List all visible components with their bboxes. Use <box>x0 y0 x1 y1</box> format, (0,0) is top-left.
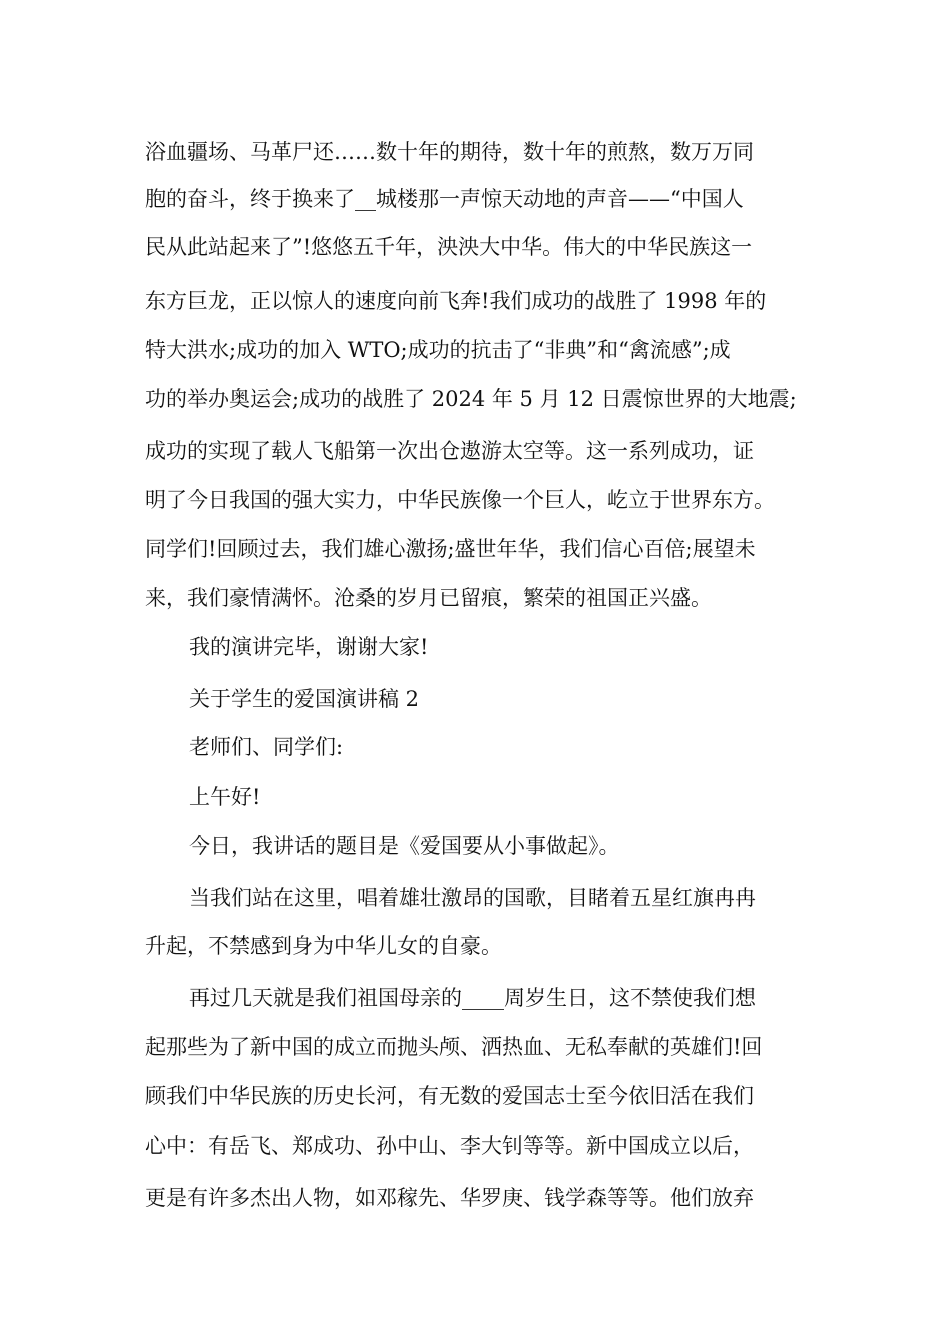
text-line: 我的演讲完毕，谢谢大家! <box>189 635 429 659</box>
text-line: 当我们站在这里，唱着雄壮激昂的国歌，目睹着五星红旗冉冉 <box>189 886 756 910</box>
text-line: 升起，不禁感到身为中华儿女的自豪。 <box>145 934 502 958</box>
text-line: 心中：有岳飞、郑成功、孙中山、李大钊等等。新中国成立以后， <box>145 1134 754 1158</box>
text-line: 成功的实现了载人飞船第一次出仓遨游太空等。这一系列成功，证 <box>145 439 754 463</box>
text-line: 同学们!回顾过去，我们雄心激扬;盛世年华，我们信心百倍;展望未 <box>145 537 756 561</box>
text-line: 再过几天就是我们祖国母亲的____周岁生日，这不禁使我们想 <box>189 986 756 1010</box>
text-line: 浴血疆场、马革尸还……数十年的期待，数十年的煎熬，数万万同 <box>145 140 754 164</box>
text-line: 明了今日我国的强大实力，中华民族像一个巨人，屹立于世界东方。 <box>145 488 775 512</box>
text-line: 民从此站起来了”!悠悠五千年，泱泱大中华。伟大的中华民族这一 <box>145 235 753 259</box>
text-line: 今日，我讲话的题目是《爱国要从小事做起》。 <box>189 834 620 858</box>
text-line: 胞的奋斗，终于换来了__城楼那一声惊天动地的声音——“中国人 <box>145 187 744 211</box>
greeting: 上午好! <box>189 785 261 809</box>
text-line: 东方巨龙，正以惊人的速度向前飞奔!我们成功的战胜了 1998 年的 <box>145 289 767 313</box>
text-line: 顾我们中华民族的历史长河，有无数的爱国志士至今依旧活在我们 <box>145 1084 754 1108</box>
text-line: 特大洪水;成功的加入 WTO;成功的抗击了“非典”和“禽流感”;成 <box>145 338 731 362</box>
salutation: 老师们、同学们: <box>189 735 344 759</box>
text-line: 来，我们豪情满怀。沧桑的岁月已留痕，繁荣的祖国正兴盛。 <box>145 586 712 610</box>
text-line: 更是有许多杰出人物，如邓稼先、华罗庚、钱学森等等。他们放弃 <box>145 1186 754 1210</box>
text-line: 起那些为了新中国的成立而抛头颅、洒热血、无私奉献的英雄们!回 <box>145 1035 763 1059</box>
section-heading: 关于学生的爱国演讲稿 2 <box>189 687 420 711</box>
text-line: 功的举办奥运会;成功的战胜了 2024 年 5 月 12 日震惊世界的大地震; <box>145 387 797 411</box>
